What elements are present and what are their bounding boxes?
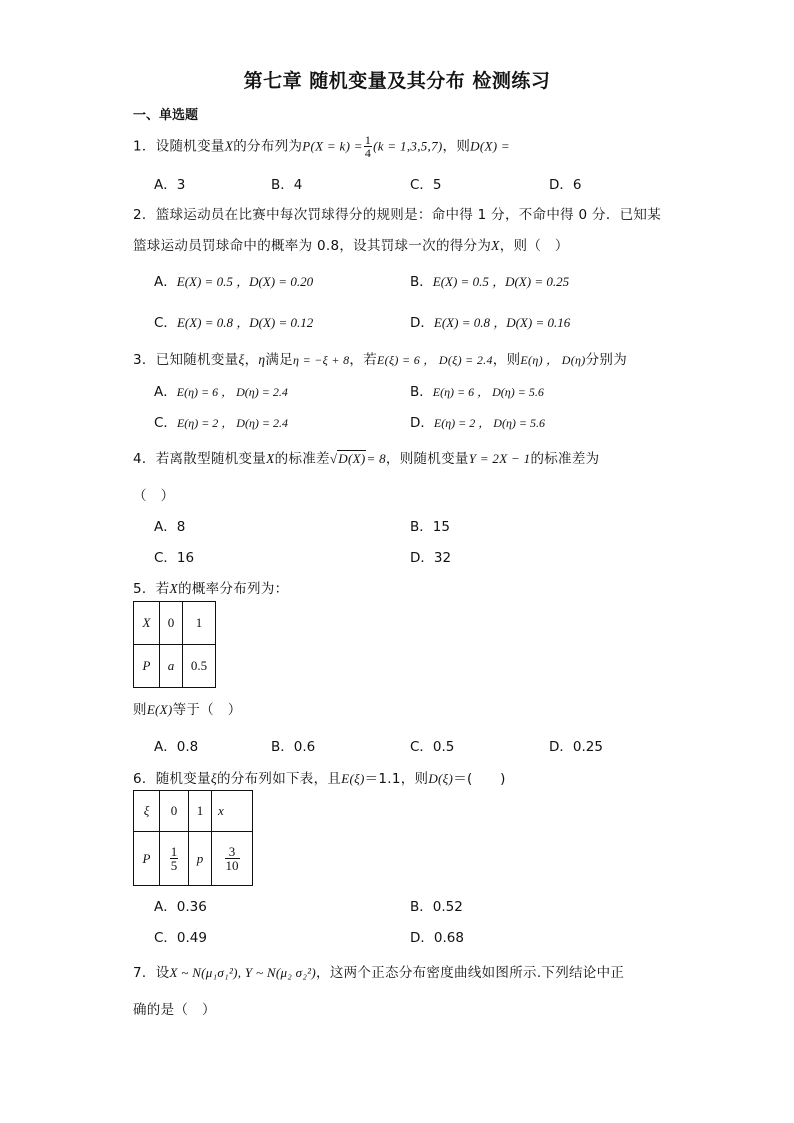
q2-option-b-label: B．: [410, 274, 433, 290]
q2-option-d-math: E(X) = 0.8 ，D(X) = 0.16: [433, 315, 571, 330]
section-heading: 一、单选题: [133, 108, 199, 123]
q1-text-a: 设随机变量: [155, 138, 225, 155]
table-cell: P: [134, 645, 160, 688]
q6-f1-den: 5: [170, 858, 178, 873]
q6-number: 6．: [133, 771, 156, 787]
q2-option-c-math: E(X) = 0.8 ，D(X) = 0.12: [176, 315, 314, 330]
q3-text-b: 满足: [265, 352, 294, 368]
q6-f1-num: 1: [170, 844, 178, 859]
q1-number: 1．: [133, 138, 156, 155]
q2-option-d-label: D．: [410, 315, 434, 331]
q4-paren: （ ）: [133, 488, 175, 504]
table-cell: 0.5: [183, 645, 216, 688]
q3-option-b-label: B．: [410, 384, 433, 400]
q2-line2-b: ，则（ ）: [499, 238, 569, 254]
q7-math: X ~ N(μ₁σ₁²), Y ~ N(μ₂ σ₂²): [169, 965, 317, 980]
q5-option-d[interactable]: D．0.25: [549, 739, 603, 755]
table-cell: ξ: [134, 791, 160, 832]
q3-given: E(ξ) = 6 ， D(ξ) = 2.4: [377, 353, 493, 367]
table-cell: 0: [160, 602, 183, 645]
q7-text-a: 设: [155, 965, 170, 981]
q5-text-b: 的概率分布列为：: [178, 581, 289, 597]
q6-f2-den: 10: [225, 858, 239, 873]
q1-frac-num: 1: [364, 133, 372, 147]
q3-eta: η: [258, 352, 266, 367]
q4-text-b: 的标准差: [274, 451, 330, 467]
q7-number: 7．: [133, 965, 156, 981]
q3-text-d: ，则: [492, 352, 521, 368]
q6-fraction-2: [225, 845, 240, 872]
q7-text-b: ，这两个正态分布密度曲线如图所示.下列结论中正: [316, 965, 625, 981]
q2-line2-a: 篮球运动员罚球命中的概率为 0.8，设其罚球一次的得分为: [133, 238, 492, 254]
table-cell: 1: [183, 602, 216, 645]
q3-option-d-math: E(η) = 2 ， D(η) = 5.6: [433, 416, 545, 430]
q7-line-2: 确的是（ ）: [133, 1002, 216, 1018]
question-1: [133, 134, 510, 159]
q2-option-a-label: A．: [154, 274, 177, 290]
table-cell: [160, 832, 189, 886]
table-row: [134, 832, 253, 886]
q6-option-d[interactable]: D．0.68: [410, 930, 464, 946]
q4-option-b[interactable]: B．15: [410, 519, 450, 535]
q1-fraction: [364, 134, 372, 159]
q3-option-d-label: D．: [410, 415, 434, 431]
q1-var: X: [224, 138, 234, 154]
q3-text-c: ，若: [349, 352, 378, 368]
q3-option-b[interactable]: [410, 380, 544, 400]
q1-formula-a: P(X = k) =: [302, 138, 363, 154]
q5-text-a: 若: [155, 581, 170, 597]
q2-option-a[interactable]: [154, 270, 313, 290]
table-cell: x: [212, 791, 253, 832]
q3-option-a-label: A．: [154, 384, 177, 400]
q4-option-c[interactable]: C．16: [154, 550, 195, 566]
q6-text-d: ＝( ): [453, 771, 506, 787]
table-cell: 1: [189, 791, 212, 832]
page-title: 第七章 随机变量及其分布 检测练习: [243, 70, 551, 92]
question-4: [133, 447, 599, 467]
q2-line-1: 2．篮球运动员在比赛中每次罚球得分的规则是：命中得 1 分，不命中得 0 分．已知某: [133, 207, 662, 223]
q6-option-a[interactable]: A．0.36: [154, 899, 207, 915]
question-7: [133, 961, 624, 981]
q5-then-math: E(X): [146, 702, 173, 717]
q2-option-d[interactable]: [410, 311, 570, 331]
q6-f2-num: 3: [225, 845, 240, 859]
q3-option-a-math: E(η) = 6 ， D(η) = 2.4: [176, 385, 288, 399]
q3-option-c-math: E(η) = 2 ， D(η) = 2.4: [176, 416, 289, 430]
q5-option-a[interactable]: A．0.8: [154, 739, 199, 755]
q5-distribution-table: [133, 601, 216, 688]
q1-text-b: 的分布列为: [233, 138, 303, 155]
q3-comma: ，: [244, 352, 259, 368]
q2-option-c-label: C．: [154, 315, 177, 331]
q4-sqrt-inner: D(X): [338, 451, 366, 466]
q2-line-2: [133, 234, 569, 254]
q6-fraction-1: [170, 845, 179, 872]
q4-option-a[interactable]: A．8: [154, 519, 186, 535]
q2-var: X: [491, 238, 500, 253]
q5-then-a: 则: [133, 702, 147, 718]
q1-option-b[interactable]: B．4: [271, 177, 303, 193]
table-cell: [212, 832, 253, 886]
q2-option-a-math: E(X) = 0.5 ，D(X) = 0.20: [176, 274, 314, 289]
q1-formula-c: D(X) =: [470, 138, 510, 154]
q3-relation: η = −ξ + 8: [293, 353, 350, 367]
q1-option-c[interactable]: C．5: [410, 177, 442, 193]
q1-option-a[interactable]: A．3: [154, 177, 186, 193]
q3-option-b-math: E(η) = 6 ， D(η) = 5.6: [432, 385, 544, 399]
q6-ask: D(ξ): [428, 771, 454, 786]
table-cell: P: [134, 832, 160, 886]
question-3: [133, 348, 627, 368]
q6-given: E(ξ): [341, 771, 365, 786]
q6-text-a: 随机变量: [155, 771, 211, 787]
q2-option-c[interactable]: [154, 311, 313, 331]
q4-number: 4．: [133, 451, 156, 467]
q4-text-a: 若离散型随机变量: [155, 451, 267, 467]
q1-option-d[interactable]: D．6: [549, 177, 582, 193]
q5-var: X: [169, 581, 179, 596]
table-cell: 0: [160, 791, 189, 832]
q4-sqrt-rest: = 8: [366, 451, 386, 466]
table-row: [134, 645, 216, 688]
q3-option-c[interactable]: [154, 411, 288, 431]
q1-text-c: ，则: [442, 138, 471, 155]
q3-option-d[interactable]: [410, 411, 545, 431]
q4-text-d: 的标准差为: [530, 451, 600, 467]
q2-option-b[interactable]: [410, 270, 569, 290]
q6-distribution-table: [133, 790, 253, 886]
table-cell: p: [189, 832, 212, 886]
table-cell: a: [160, 645, 183, 688]
q1-formula-b: (k = 1,3,5,7): [373, 138, 443, 154]
q5-option-b[interactable]: B．0.6: [271, 739, 316, 755]
q1-frac-den: 4: [364, 146, 372, 160]
q4-relation: Y = 2X − 1: [468, 451, 531, 466]
q3-option-a[interactable]: [154, 380, 288, 400]
table-row: [134, 791, 253, 832]
q3-ask: E(η) ， D(η): [520, 353, 586, 367]
q3-text-e: 分别为: [585, 352, 627, 368]
q6-option-b[interactable]: B．0.52: [410, 899, 463, 915]
q3-xi: ξ: [238, 352, 245, 367]
q4-var: X: [266, 451, 275, 466]
q5-number: 5．: [133, 581, 156, 597]
q6-text-b: 的分布列如下表，且: [217, 771, 342, 787]
q3-text-a: 已知随机变量: [155, 352, 239, 368]
q5-option-c[interactable]: C．0.5: [410, 739, 455, 755]
q5-question-line: [133, 698, 242, 718]
q4-option-d[interactable]: D．32: [410, 550, 452, 566]
q6-xi: ξ: [210, 771, 217, 786]
question-5: [133, 577, 288, 597]
q6-option-c[interactable]: C．0.49: [154, 930, 207, 946]
q3-number: 3．: [133, 352, 156, 368]
q3-option-c-label: C．: [154, 415, 177, 431]
q4-text-c: ，则随机变量: [385, 451, 469, 467]
q5-then-b: 等于（ ）: [172, 702, 242, 718]
q2-option-b-math: E(X) = 0.5 ，D(X) = 0.25: [432, 274, 570, 289]
table-cell: X: [134, 602, 160, 645]
question-6: [133, 767, 506, 787]
table-row: [134, 602, 216, 645]
sqrt-icon: √: [329, 451, 338, 466]
q6-text-c: ＝1.1，则: [364, 771, 429, 787]
